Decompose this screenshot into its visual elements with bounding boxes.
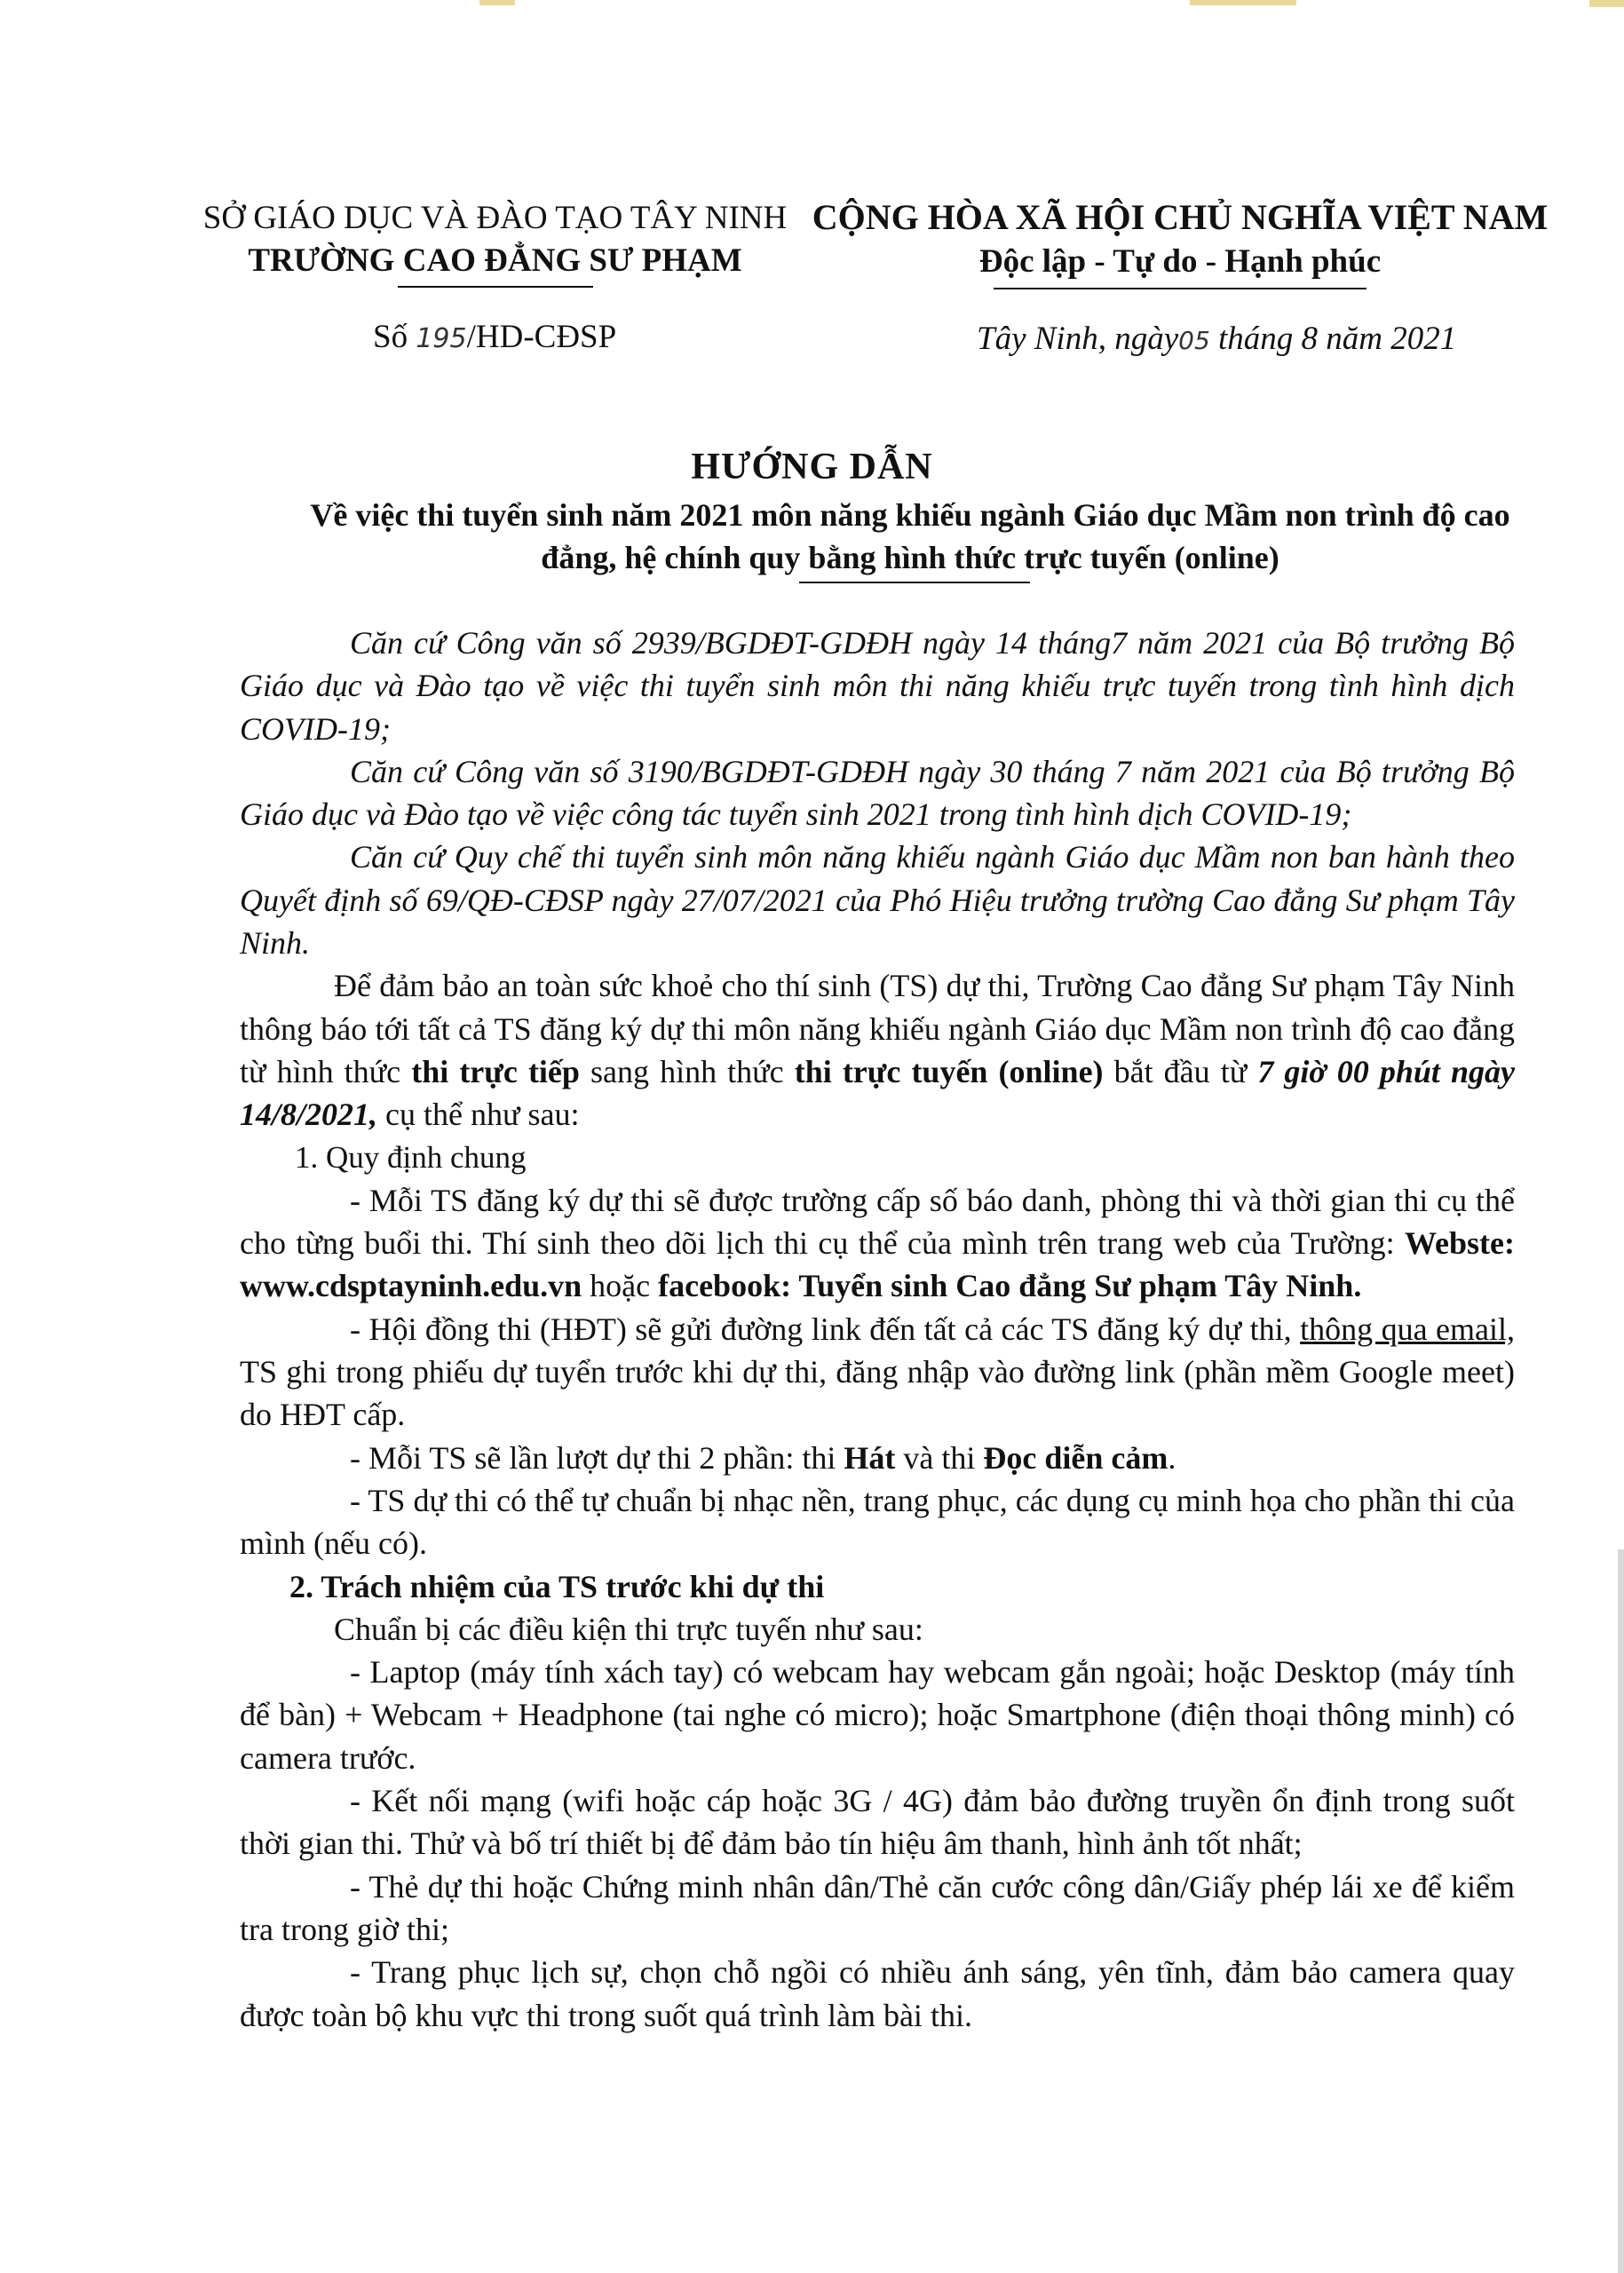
section-2-lead: Chuẩn bị các điều kiện thi trực tuyến như sau: bbox=[334, 1611, 923, 1647]
section-1-item-parts: - Mỗi TS sẽ lần lượt dự thi 2 phần: thi Hát và thi Đọc diễn cảm. bbox=[350, 1439, 1176, 1476]
handwritten-number: 195 bbox=[416, 323, 467, 354]
document-body bbox=[240, 622, 1515, 2037]
country-name: CỘNG HÒA XÃ HỘI CHỦ NGHĨA VIỆT NAM bbox=[812, 197, 1549, 237]
section-1-item-prep: - TS dự thi có thể tự chuẩn bị nhạc nền, trang phục, các dụng cụ minh họa cho phần thi của mình (nếu có). bbox=[240, 1482, 1515, 1562]
section-1-heading: 1. Quy định chung bbox=[295, 1139, 527, 1175]
scan-edge-right bbox=[1618, 1549, 1624, 2273]
scan-mark-top-left bbox=[479, 0, 515, 5]
website-link: Webste: www.cdsptayninh.edu.vn bbox=[240, 1225, 1515, 1304]
national-motto: Độc lập - Tự do - Hạnh phúc bbox=[978, 243, 1382, 280]
basis-2: Căn cứ Công văn số 3190/BGDĐT-GDĐH ngày 30 tháng 7 năm 2021 của Bộ trưởng Bộ Giáo dục và Đào tạo về việc công tác tuyển sinh 2021 trong tình hình dịch COVID-19; bbox=[240, 753, 1515, 833]
handwritten-day: 05 bbox=[1178, 326, 1210, 355]
intro-paragraph: Để đảm bảo an toàn sức khoẻ cho thí sinh (TS) dự thi, Trường Cao đẳng Sư phạm Tây Ninh thông báo tới tất cả TS đăng ký dự thi môn năng khiếu ngành Giáo dục Mầm non trình độ cao đẳng từ hình thức thi trực tiếp sang hình thức thi trực tuyến (online) bắt đầu từ 7 giờ 00 phút ngày 14/8/2021, cụ thể như sau: bbox=[240, 968, 1515, 1133]
section-2-item-network: - Kết nối mạng (wifi hoặc cáp hoặc 3G / 4G) đảm bảo đường truyền ổn định trong suốt thời gian thi. Thử và bố trí thiết bị để đảm bảo tín hiệu âm thanh, hình ảnh tốt nhất; bbox=[240, 1783, 1515, 1862]
facebook-page: facebook: Tuyển sinh Cao đẳng Sư phạm Tây Ninh. bbox=[658, 1268, 1362, 1304]
section-2-item-attire: - Trang phục lịch sự, chọn chỗ ngồi có nhiều ánh sáng, yên tĩnh, đảm bảo camera quay được toàn bộ khu vực thi trong suốt quá trình làm bài thi. bbox=[240, 1954, 1515, 2033]
scan-mark-top-right bbox=[1190, 0, 1296, 5]
school-underline bbox=[398, 286, 593, 288]
document-number: Số 195/HD-CĐSP bbox=[373, 319, 617, 355]
section-1-item-link: - Hội đồng thi (HĐT) sẽ gửi đường link đến tất cả các TS đăng ký dự thi, thông qua email, TS ghi trong phiếu dự tuyển trước khi dự thi, đăng nhập vào đường link (phần mềm Google meet) do HĐT cấp. bbox=[240, 1311, 1516, 1433]
basis-1: Căn cứ Công văn số 2939/BGDĐT-GDĐH ngày 14 tháng7 năm 2021 của Bộ trưởng Bộ Giáo dục và Đào tạo về việc thi tuyển sinh môn thi năng khiếu trực tuyến trong tình hình dịch COVID-19; bbox=[240, 625, 1515, 747]
agency-name: SỞ GIÁO DỤC VÀ ĐÀO TẠO TÂY NINH bbox=[202, 200, 788, 236]
subtitle-underline bbox=[799, 582, 1030, 583]
section-2-item-device: - Laptop (máy tính xách tay) có webcam hay webcam gắn ngoài; hoặc Desktop (máy tính để bàn) + Webcam + Headphone (tai nghe có micro); hoặc Smartphone (điện thoại thông minh) có camera trước. bbox=[240, 1654, 1515, 1776]
header-left bbox=[200, 197, 790, 288]
section-2-item-id: - Thẻ dự thi hoặc Chứng minh nhân dân/Thẻ căn cước công dân/Giấy phép lái xe để kiểm tra trong giờ thi; bbox=[240, 1868, 1515, 1947]
school-name: TRƯỜNG CAO ĐẲNG SƯ PHẠM bbox=[248, 242, 742, 279]
motto-underline bbox=[994, 288, 1367, 289]
document-date: Tây Ninh, ngày05 tháng 8 năm 2021 bbox=[977, 321, 1457, 357]
basis-3: Căn cứ Quy chế thi tuyển sinh môn năng khiếu ngành Giáo dục Mầm non ban hành theo Quyết định số 69/QĐ-CĐSP ngày 27/07/2021 của Phó Hiệu trưởng trường Cao đẳng Sư phạm Tây Ninh. bbox=[240, 839, 1515, 962]
section-1-item-schedule: - Mỗi TS đăng ký dự thi sẽ được trường cấp số báo danh, phòng thi và thời gian thi cụ thể cho từng buổi thi. Thí sinh theo dõi lịch thi cụ thể của mình trên trang web của Trường: Webste: www.cdsptayninh.edu.vn hoặc facebook: Tuyển sinh Cao đẳng Sư phạm Tây Ninh. bbox=[240, 1182, 1515, 1304]
section-2-heading: 2. Trách nhiệm của TS trước khi dự thi bbox=[289, 1568, 825, 1604]
document-title: HƯỚNG DẪN bbox=[691, 447, 933, 487]
scan-mark-corner bbox=[1589, 0, 1624, 7]
document-subtitle: Về việc thi tuyển sinh năm 2021 môn năng khiếu ngành Giáo dục Mầm non trình độ cao đẳng, hệ chính quy bằng hình thức trực tuyến (online) bbox=[310, 497, 1510, 575]
header-right bbox=[806, 195, 1554, 289]
